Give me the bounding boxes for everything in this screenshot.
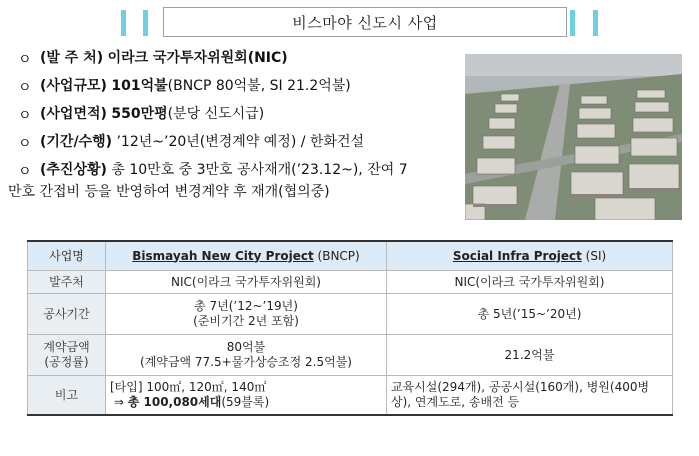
- label-line: 계약금액: [43, 340, 90, 354]
- cell-line: (준비기간 2년 포함): [193, 314, 299, 328]
- bullet-key: (기간/수행): [40, 134, 113, 150]
- bncp-name: Bismayah New City Project: [132, 248, 314, 263]
- cell-si-amount: 21.2억불: [387, 335, 673, 376]
- cell-line: [110, 395, 382, 410]
- bullet-marker: ㅇ: [18, 80, 32, 96]
- bullet-strong: 101억불: [111, 78, 168, 94]
- label-line: (공정률): [44, 355, 89, 369]
- bullet-status-continued: [8, 182, 461, 202]
- bullet-marker: ㅇ: [18, 52, 32, 68]
- table-row: [28, 294, 673, 335]
- bullet-key: (추진상황): [40, 162, 107, 178]
- si-name: Social Infra Project: [452, 248, 582, 263]
- title-decor-bar: [143, 10, 148, 36]
- aerial-city-illustration: [465, 54, 682, 220]
- block-count: (59블록): [221, 395, 270, 409]
- bullet-period: [16, 132, 461, 152]
- cell-bncp-period: [106, 294, 387, 335]
- bullet-marker: ㅇ: [18, 108, 32, 124]
- bullet-text: 만호 간접비 등을 반영하여 변경계약 후 재개(협의중): [8, 184, 330, 200]
- cell-line: (계약금액 77.5+물가상승조정 2.5억불): [140, 355, 352, 369]
- bullet-text: ’12년~’20년(변경계약 예정) / 한화건설: [116, 134, 365, 150]
- bullet-text: (BNCP 80억불, SI 21.2억불): [167, 78, 351, 94]
- row-label-period: 공사기간: [28, 294, 106, 335]
- bullet-client: [16, 48, 461, 68]
- title-decor-bar: [593, 10, 598, 36]
- title-decor-bar: [121, 10, 126, 36]
- bullet-marker: ㅇ: [18, 164, 32, 180]
- cell-si-note: 교육시설(294개), 공공시설(160개), 병원(400병상), 연계도로, 송배전 등: [387, 376, 673, 416]
- household-total: 총 100,080세대: [127, 395, 222, 409]
- cell-line: 80억불: [226, 340, 266, 354]
- aerial-city-photo: [465, 54, 682, 220]
- header-si: [387, 241, 673, 271]
- bullet-marker: ㅇ: [18, 136, 32, 152]
- cell-bncp-note: [106, 376, 387, 416]
- row-label-client: 발주처: [28, 271, 106, 294]
- project-summary-table: [27, 240, 673, 416]
- arrow-icon: ⇒: [113, 395, 124, 409]
- bullet-strong: 550만평: [111, 106, 168, 122]
- row-label-note: 비고: [28, 376, 106, 416]
- header-project-name: 사업명: [28, 241, 106, 271]
- bullet-text: 이라크 국가투자위원회(NIC): [107, 50, 288, 66]
- bullet-scale: [16, 76, 461, 96]
- page-title-text: 비스마야 신도시 사업: [292, 13, 438, 32]
- bullet-key: (발 주 처): [40, 50, 104, 66]
- bullet-status: [16, 160, 461, 180]
- table-header-row: [28, 241, 673, 271]
- header-bncp: [106, 241, 387, 271]
- bncp-abbr: (BNCP): [317, 248, 360, 263]
- table-row: [28, 271, 673, 294]
- bullet-key: (사업면적): [40, 106, 107, 122]
- cell-si-period: 총 5년(’15~’20년): [387, 294, 673, 335]
- bullet-area: [16, 104, 461, 124]
- si-abbr: (SI): [585, 248, 607, 263]
- table-row: [28, 376, 673, 416]
- cell-line: [타입] 100㎡, 120㎡, 140㎡: [110, 380, 267, 394]
- table-row: [28, 335, 673, 376]
- title-decor-bar: [570, 10, 575, 36]
- bullet-text: (분당 신도시급): [167, 106, 265, 122]
- bullet-key: (사업규모): [40, 78, 107, 94]
- overview-bullets: [8, 48, 461, 210]
- bullet-text: 총 10만호 중 3만호 공사재개(’23.12~), 잔여 7: [111, 162, 408, 178]
- row-label-amount: [28, 335, 106, 376]
- cell-bncp-amount: [106, 335, 387, 376]
- cell-bncp-client: NIC(이라크 국가투자위원회): [106, 271, 387, 294]
- cell-line: 총 7년(’12~’19년): [194, 299, 298, 313]
- page-title: [163, 7, 567, 37]
- cell-si-client: NIC(이라크 국가투자위원회): [387, 271, 673, 294]
